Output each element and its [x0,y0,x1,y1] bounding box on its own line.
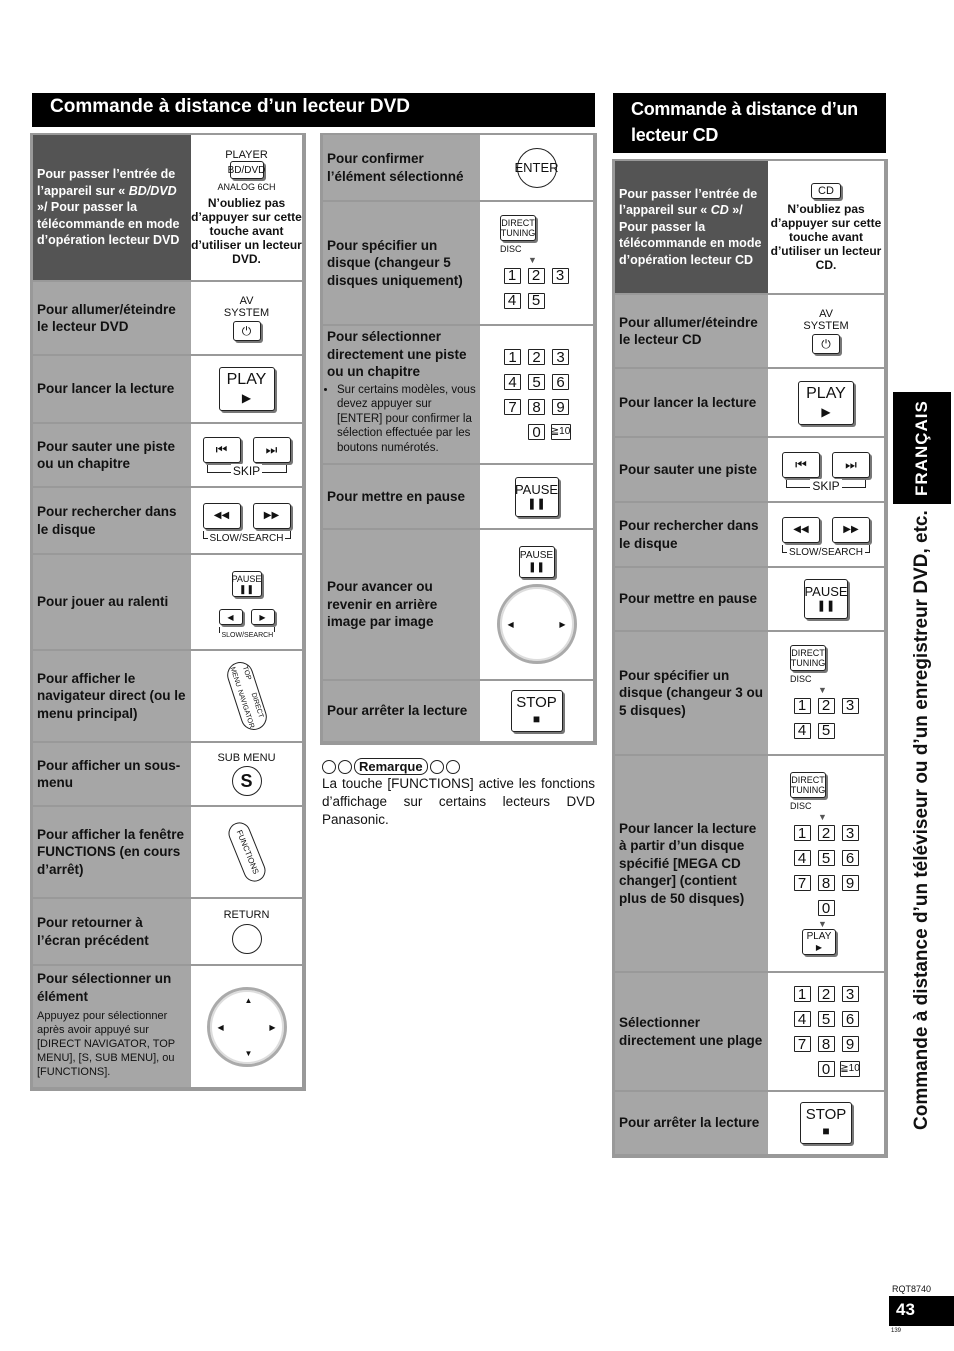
table-row: Pour passer l’entrée de l’appareil sur « CD »/ Pour passer la télécommande en mode d’opération lecteur CD CD N’oubliez pas d’appuyer sur cette touche avant d’utiliser un lecteur CD. [612,159,884,293]
pause-button[interactable]: PAUSE ❚❚ [515,477,559,517]
skip-forward-icon[interactable]: ⏭ [832,452,870,478]
small-page-number: 139 [891,1328,902,1334]
cd-button[interactable]: CD [811,183,841,199]
number-keys: 1 2 3 4 5 6 7 8 9 0 ≧10 [501,346,573,443]
dvd-table-2 [320,133,597,745]
table-row: Pour arrêter la lecture STOP ■ [320,679,593,741]
rewind-icon[interactable]: ◀◀ [782,517,820,543]
number-keys: 1 2 3 4 5 6 7 8 9 0 [790,822,862,919]
play-button[interactable]: PLAY ▶ [219,367,275,411]
slow-forward-icon[interactable]: ▶ [251,609,275,625]
direct-tuning-button[interactable]: DIRECT TUNING [790,645,826,671]
number-keys: 1 2 3 4 5 [790,695,862,742]
table-row: Pour spécifier un disque (changeur 5 disques uniquement) DIRECT TUNING DISC ▼ 1 2 3 4 5 [320,200,593,324]
number-keys: 1 2 3 4 5 6 7 8 9 0 ≧10 [790,983,862,1080]
table-row: Pour lancer la lecture à partir d’un disque spécifié [MEGA CD changer] (contient plus de 50 disques) DIRECT TUNING DISC ▼ 1 2 3 4 5 6 7 8 9 0 ▼ PLAY ▶ [612,754,884,971]
skip-back-icon[interactable]: ⏮ [203,437,241,463]
pause-button[interactable]: PAUSE ❚❚ [804,579,848,619]
pause-button[interactable]: PAUSE ❚❚ [232,571,262,597]
direct-tuning-button[interactable]: DIRECT TUNING [500,215,536,241]
cursor-dial-icon[interactable]: ◀ ▶ [497,584,577,664]
functions-button[interactable]: FUNCTIONS [225,819,269,885]
table-row: Pour avancer ou revenir en arrière image par image PAUSE ❚❚ ◀ ▶ [320,528,593,679]
cursor-dial-icon[interactable]: ▲ ▼ ◀ ▶ [207,987,287,1067]
direct-tuning-button[interactable]: DIRECT TUNING [790,772,826,798]
sub-menu-button[interactable]: S [232,766,262,796]
fast-forward-icon[interactable]: ▶▶ [832,517,870,543]
cd-table [612,159,888,1158]
cd-section-title: Commande à distance d’un lecteur CD [613,93,886,153]
table-row: Sélectionner directement une plage 1 2 3 4 5 6 7 8 9 0 ≧10 [612,971,884,1090]
table-row: Pour afficher un sous-menu SUB MENU S [30,741,302,805]
table-row: Pour sauter une piste ou un chapitre ⏮ ⏭ SKIP [30,422,302,486]
table-row: Pour rechercher dans le disque ◀◀ ▶▶ SLOW/SEARCH [612,501,884,566]
table-row: Pour jouer au ralenti PAUSE ❚❚ ◀ ▶ SLOW/SEARCH [30,553,302,649]
table-row: Pour mettre en pause PAUSE ❚❚ [612,566,884,630]
table-row: Pour retourner à l’écran précédent RETURN [30,897,302,964]
table-row: Pour spécifier un disque (changeur 3 ou 5 disques) DIRECT TUNING DISC ▼ 1 2 3 4 5 [612,630,884,754]
power-icon[interactable]: ⏻ [233,321,261,341]
fast-forward-icon[interactable]: ▶▶ [253,503,291,529]
table-row: Pour sélectionner directement une piste ou un chapitre • Sur certains modèles, vous devez appuyer sur [ENTER] pour confirmer la sélection effectuée par les boutons numérotés. 1 2 3 4 5 6 7 8 9 0 ≧10 [320,324,593,463]
page-number: 43 [889,1296,954,1326]
table-row: Pour afficher le navigateur direct (ou le menu principal) TOP MENU DIRECT NAVIGATOR [30,649,302,741]
slow-back-icon[interactable]: ◀ [219,609,243,625]
skip-back-icon[interactable]: ⏮ [782,452,820,478]
table-row: Pour allumer/éteindre le lecteur CD AV SYSTEM ⏻ [612,293,884,367]
table-row: Pour sélectionner un élément Appuyez pour sélectionner après avoir appuyé sur [DIRECT NAVIGATOR, TOP MENU], [S, SUB MENU], ou [FUNCTIONS]. ▲ ▼ ◀ ▶ [30,964,302,1087]
stop-button[interactable]: STOP ■ [511,690,563,732]
table-row: Pour afficher la fenêtre FUNCTIONS (en cours d’arrêt) FUNCTIONS [30,805,302,897]
dvd-table-1 [30,133,306,1091]
play-button[interactable]: PLAY ▶ [802,929,836,955]
skip-forward-icon[interactable]: ⏭ [253,437,291,463]
remark-note [322,758,595,829]
table-row: Pour lancer la lecture PLAY ▶ [612,367,884,436]
side-chapter-title: Commande à distance d’un téléviseur ou d’un enregistreur DVD, etc. [911,510,932,1130]
power-icon[interactable]: ⏻ [812,334,840,354]
table-row: Pour arrêter la lecture STOP ■ [612,1090,884,1154]
bd-dvd-button[interactable]: BD/DVD [230,161,264,179]
document-code: RQT8740 [892,1284,932,1294]
row-label: Pour passer l’entrée de l’appareil sur « BD/DVD »/ Pour passer la télécommande en mode d’opération lecteur DVD [30,135,191,280]
enter-button[interactable]: ENTER [517,148,557,188]
table-row: Pour sauter une piste ⏮ ⏭ SKIP [612,436,884,501]
remark-label: Remarque [354,758,428,775]
table-row: Pour mettre en pause PAUSE ❚❚ [320,463,593,528]
dvd-section-title: Commande à distance d’un lecteur DVD [32,93,595,127]
table-row: Pour confirmer l’élément sélectionné ENTER [320,133,593,200]
play-button[interactable]: PLAY ▶ [798,381,854,425]
language-tab: FRANÇAIS [893,392,951,504]
table-row: Pour rechercher dans le disque ◀◀ ▶▶ SLOW/SEARCH [30,486,302,553]
return-button[interactable] [232,924,262,954]
number-keys: 1 2 3 4 5 [500,265,572,312]
direct-navigator-button[interactable]: TOP MENU DIRECT NAVIGATOR [223,659,269,734]
remark-text: La touche [FUNCTIONS] active les fonctions d’affichage sur certains lecteurs DVD Panasonic. [322,776,595,827]
pause-button[interactable]: PAUSE ❚❚ [519,546,555,578]
rewind-icon[interactable]: ◀◀ [203,503,241,529]
stop-button[interactable]: STOP ■ [800,1102,852,1144]
table-row: Pour lancer la lecture PLAY ▶ [30,354,302,422]
table-row: Pour allumer/éteindre le lecteur DVD AV SYSTEM ⏻ [30,280,302,354]
table-row: Pour passer l’entrée de l’appareil sur « BD/DVD »/ Pour passer la télécommande en mode d’opération lecteur DVD PLAYER BD/DVD ANALOG 6CH N’oubliez pas d’appuyer sur cette touche avant d’utiliser un lecteur DVD. [30,133,302,280]
